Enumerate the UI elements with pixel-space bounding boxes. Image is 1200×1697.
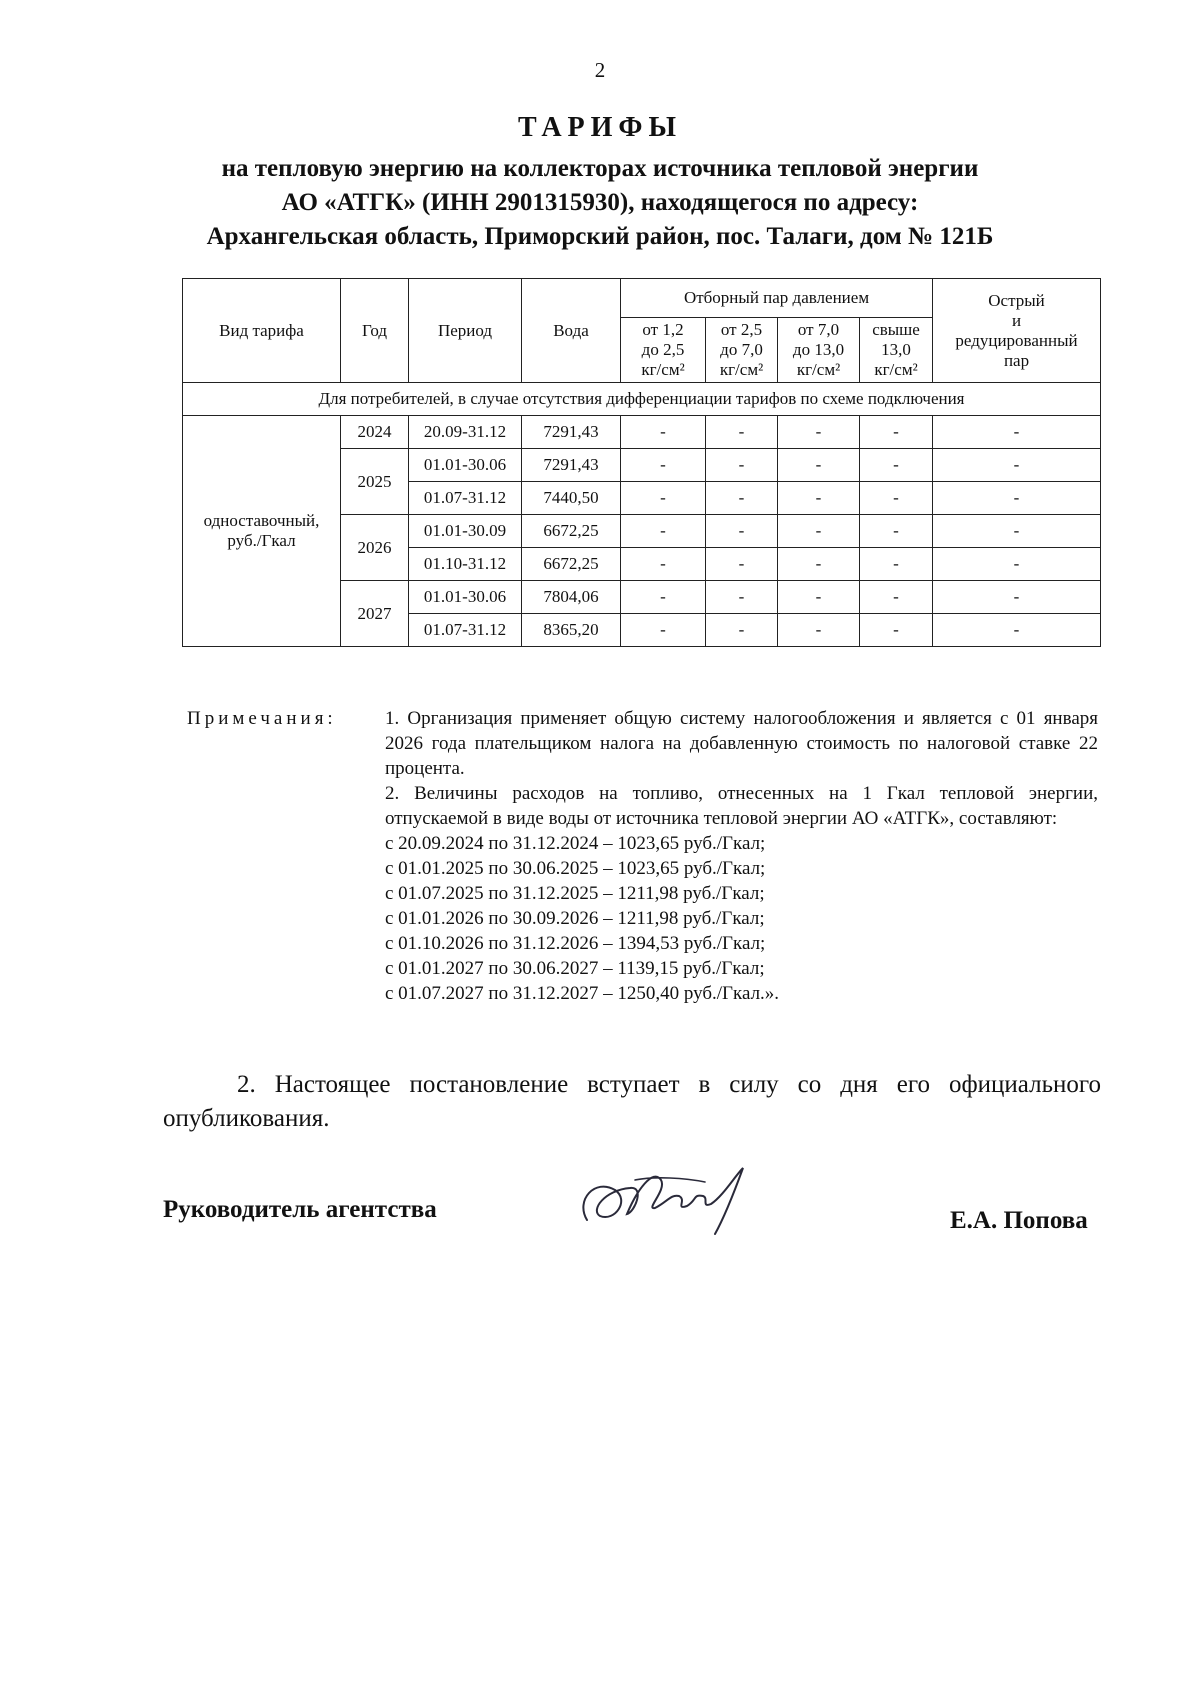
dash-cell: - [860, 515, 933, 548]
dash-cell: - [778, 548, 860, 581]
year-cell: 2027 [341, 581, 409, 647]
dash-cell: - [621, 416, 706, 449]
year-cell: 2025 [341, 449, 409, 515]
group-note-row: Для потребителей, в случае отсутствия дифференциации тарифов по схеме подключения [183, 383, 1101, 416]
signatory-title: Руководитель агентства [163, 1196, 437, 1223]
tariff-table [182, 278, 1101, 647]
header-year: Год [341, 279, 409, 383]
fuel-line: с 01.07.2025 по 31.12.2025 – 1211,98 руб./Гкал; [385, 883, 765, 904]
dash-cell: - [778, 449, 860, 482]
dash-cell: - [706, 416, 778, 449]
dash-cell: - [933, 548, 1101, 581]
dash-cell: - [860, 614, 933, 647]
dash-cell: - [621, 581, 706, 614]
dash-cell: - [933, 416, 1101, 449]
dash-cell: - [778, 614, 860, 647]
dash-cell: - [933, 581, 1101, 614]
dash-cell: - [706, 614, 778, 647]
period-cell: 01.01-30.06 [409, 581, 522, 614]
handwritten-signature [575, 1150, 775, 1240]
header-steam-4: свыше 13,0 кг/см² [860, 318, 933, 383]
fuel-line: с 01.01.2026 по 30.09.2026 – 1211,98 руб./Гкал; [385, 908, 765, 929]
water-cell: 6672,25 [522, 548, 621, 581]
period-cell: 01.01-30.09 [409, 515, 522, 548]
dash-cell: - [778, 416, 860, 449]
water-cell: 6672,25 [522, 515, 621, 548]
water-cell: 7804,06 [522, 581, 621, 614]
dash-cell: - [621, 515, 706, 548]
dash-cell: - [933, 482, 1101, 515]
header-steam-group: Отборный пар давлением [621, 279, 933, 318]
table-row [183, 416, 1101, 449]
subtitle-line-2: АО «АТГК» (ИНН 2901315930), находящегося по адресу: [281, 189, 919, 216]
period-cell: 01.07-31.12 [409, 614, 522, 647]
dash-cell: - [860, 449, 933, 482]
water-cell: 7291,43 [522, 416, 621, 449]
header-sharp-steam: Острый и редуцированный пар [933, 279, 1101, 383]
dash-cell: - [621, 449, 706, 482]
dash-cell: - [706, 548, 778, 581]
dash-cell: - [860, 581, 933, 614]
dash-cell: - [621, 548, 706, 581]
dash-cell: - [621, 614, 706, 647]
fuel-line: с 20.09.2024 по 31.12.2024 – 1023,65 руб./Гкал; [385, 833, 766, 854]
header-water: Вода [522, 279, 621, 383]
dash-cell: - [778, 581, 860, 614]
dash-cell: - [933, 614, 1101, 647]
dash-cell: - [706, 449, 778, 482]
page-number: 2 [594, 58, 606, 82]
notes-body [385, 706, 1098, 1006]
dash-cell: - [778, 515, 860, 548]
water-cell: 7440,50 [522, 482, 621, 515]
signatory-name: Е.А. Попова [950, 1207, 1088, 1234]
notes-label: Примечания: [187, 708, 337, 729]
fuel-line: с 01.01.2025 по 30.06.2025 – 1023,65 руб./Гкал; [385, 858, 766, 879]
period-cell: 01.01-30.06 [409, 449, 522, 482]
document-title: ТАРИФЫ [518, 112, 682, 143]
header-period: Период [409, 279, 522, 383]
dash-cell: - [933, 449, 1101, 482]
dash-cell: - [706, 581, 778, 614]
note-item-1: 1. Организация применяет общую систему налогообложения и является с 01 января 2026 года плательщиком налога на добавленную стоимость по налоговой ставке 22 процента. [385, 708, 1098, 779]
period-cell: 01.10-31.12 [409, 548, 522, 581]
tariff-label: одноставочный, руб./Гкал [183, 416, 341, 647]
decree-paragraph: 2. Настоящее постановление вступает в силу со дня его официального опубликования. [163, 1071, 1101, 1132]
header-steam-1: от 1,2 до 2,5 кг/см² [621, 318, 706, 383]
subtitle-line-3: Архангельская область, Приморский район, пос. Талаги, дом № 121Б [206, 223, 994, 250]
header-steam-2: от 2,5 до 7,0 кг/см² [706, 318, 778, 383]
fuel-line: с 01.10.2026 по 31.12.2026 – 1394,53 руб./Гкал; [385, 933, 766, 954]
fuel-line: с 01.07.2027 по 31.12.2027 – 1250,40 руб./Гкал.». [385, 983, 780, 1004]
note-item-2: 2. Величины расходов на топливо, отнесенных на 1 Гкал тепловой энергии, отпускаемой в виде воды от источника тепловой энергии АО «АТГК», составляют: [385, 783, 1098, 829]
subtitle-line-1: на тепловую энергию на коллекторах источника тепловой энергии [221, 155, 979, 182]
year-cell: 2024 [341, 416, 409, 449]
water-cell: 8365,20 [522, 614, 621, 647]
period-cell: 01.07-31.12 [409, 482, 522, 515]
water-cell: 7291,43 [522, 449, 621, 482]
dash-cell: - [778, 482, 860, 515]
fuel-line: с 01.01.2027 по 30.06.2027 – 1139,15 руб./Гкал; [385, 958, 765, 979]
year-cell: 2026 [341, 515, 409, 581]
dash-cell: - [860, 548, 933, 581]
dash-cell: - [860, 482, 933, 515]
dash-cell: - [706, 515, 778, 548]
header-steam-3: от 7,0 до 13,0 кг/см² [778, 318, 860, 383]
dash-cell: - [706, 482, 778, 515]
dash-cell: - [621, 482, 706, 515]
period-cell: 20.09-31.12 [409, 416, 522, 449]
dash-cell: - [860, 416, 933, 449]
dash-cell: - [933, 515, 1101, 548]
header-tariff-type: Вид тарифа [183, 279, 341, 383]
